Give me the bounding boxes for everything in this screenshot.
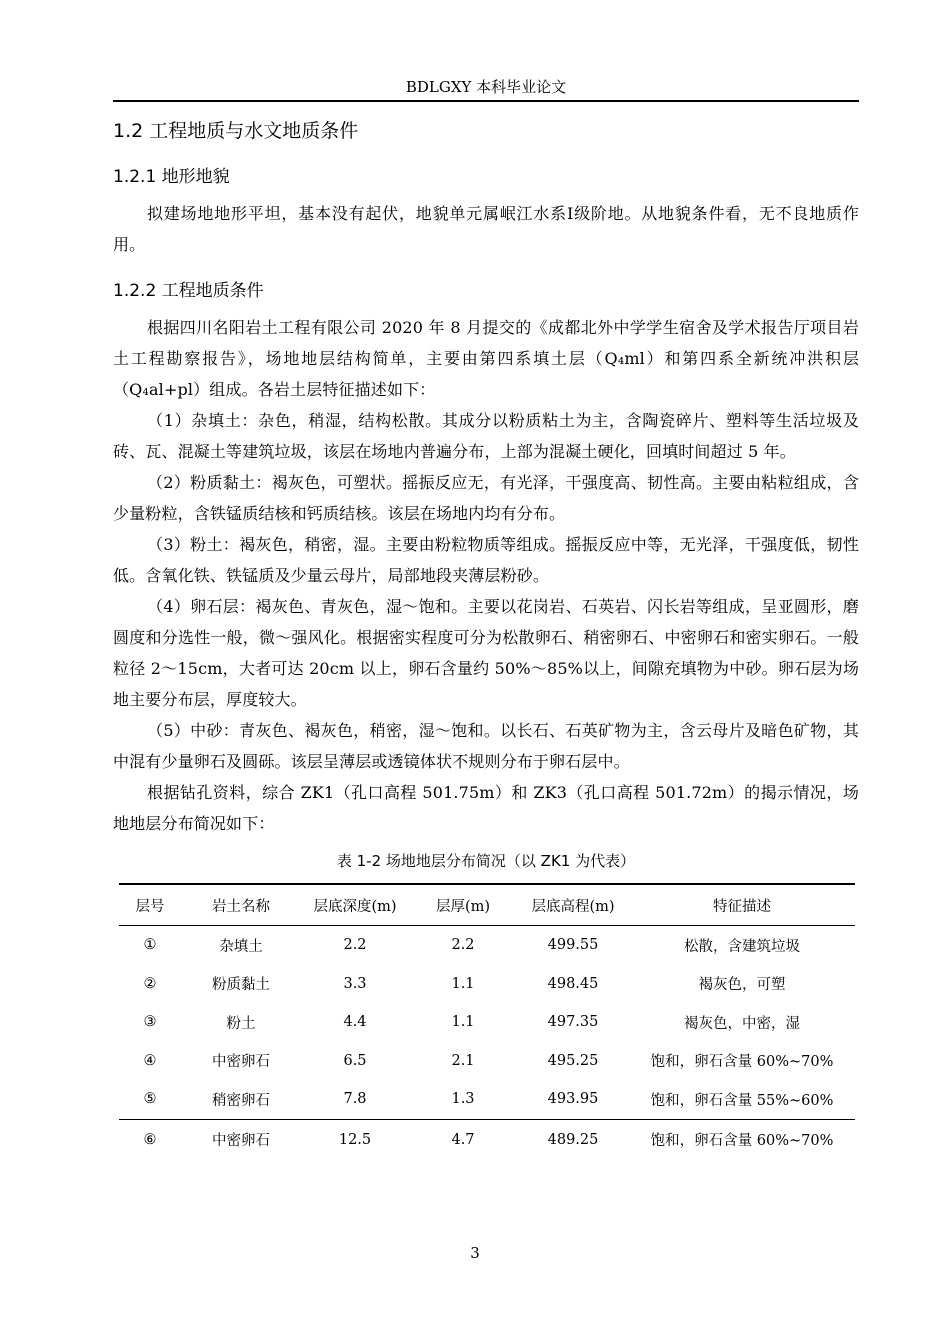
cell-bottom-elevation: 499.55 — [547, 937, 599, 954]
cell-soil-name: 中密卵石 — [212, 1054, 270, 1071]
cell-soil-name: 稍密卵石 — [212, 1092, 270, 1109]
cell-description: 饱和，卵石含量 60%~70% — [650, 1054, 834, 1071]
cell-soil-name: 粉土 — [226, 1015, 256, 1032]
cell-bottom-depth: 6.5 — [343, 1052, 367, 1069]
cell-bottom-depth: 12.5 — [301, 1119, 409, 1160]
table-row — [119, 1042, 855, 1081]
col-header-bottom-depth: 层底深度(m) — [301, 884, 409, 926]
cell-bottom-elevation: 497.35 — [547, 1014, 599, 1031]
cell-layer-no: ② — [143, 975, 157, 992]
cell-thickness: 1.1 — [451, 975, 475, 992]
col-header-layer-no: 层号 — [119, 884, 181, 926]
cell-thickness: 2.2 — [451, 937, 475, 954]
col-header-soil-name: 岩土名称 — [181, 884, 301, 926]
cell-thickness: 1.1 — [451, 1014, 475, 1031]
cell-description: 褐灰色，中密，湿 — [684, 1015, 800, 1032]
cell-description: 饱和，卵石含量 55%~60% — [650, 1092, 834, 1109]
running-header: BDLGXY 本科毕业论文 — [405, 78, 567, 96]
col-header-thickness: 层厚(m) — [409, 884, 517, 926]
paragraph-layer-3: （3）粉土：褐灰色，稍密，湿。主要由粉粒物质等组成。摇振反应中等，无光泽，干强度低，韧性低。含氧化铁、铁锰质及少量云母片，局部地段夹薄层粉砂。 — [113, 535, 859, 585]
col-header-description: 特征描述 — [629, 884, 855, 926]
paragraph-geology-intro: 根据四川名阳岩土工程有限公司 2020 年 8 月提交的《成都北外中学学生宿舍及学术报告厅项目岩土工程勘察报告》，场地地层结构简单，主要由第四系填土层（Q₄ml）和第四系全新统冲洪积层（Q₄al+pl）组成。各岩土层特征描述如下： — [113, 318, 859, 399]
cell-bottom-elevation: 495.25 — [547, 1052, 599, 1069]
table-row — [119, 1119, 855, 1160]
table-row — [119, 965, 855, 1004]
cell-bottom-depth: 7.8 — [343, 1091, 367, 1108]
cell-layer-no: ① — [143, 937, 157, 954]
paragraph-layer-1: （1）杂填土：杂色，稍湿，结构松散。其成分以粉质粘土为主，含陶瓷碎片、塑料等生活垃圾及砖、瓦、混凝土等建筑垃圾，该层在场地内普遍分布，上部为混凝土硬化，回填时间超过 5 年。 — [113, 411, 859, 461]
paragraph-borehole-summary: 根据钻孔资料，综合 ZK1（孔口高程 501.75m）和 ZK3（孔口高程 501.72m）的揭示情况，场地地层分布简况如下： — [113, 783, 859, 833]
table-row — [119, 1003, 855, 1042]
cell-thickness: 2.1 — [451, 1052, 475, 1069]
cell-thickness: 1.3 — [451, 1091, 475, 1108]
table-caption: 表 1-2 场地地层分布简况（以 ZK1 为代表） — [336, 852, 636, 870]
cell-bottom-elevation: 493.95 — [547, 1091, 599, 1108]
cell-layer-no: ④ — [143, 1052, 157, 1069]
table-header-row — [119, 884, 855, 926]
cell-layer-no: ⑥ — [119, 1119, 181, 1160]
subsection-title-topography: 1.2.1 地形地貌 — [113, 167, 230, 187]
strata-table — [119, 883, 855, 1160]
table-row — [119, 926, 855, 965]
cell-bottom-depth: 4.4 — [343, 1014, 367, 1031]
paragraph-topography: 拟建场地地形平坦，基本没有起伏，地貌单元属岷江水系Ⅰ级阶地。从地貌条件看，无不良地质作用。 — [113, 204, 859, 254]
paragraph-layer-4: （4）卵石层：褐灰色、青灰色，湿～饱和。主要以花岗岩、石英岩、闪长岩等组成，呈亚圆形，磨圆度和分选性一般，微～强风化。根据密实程度可分为松散卵石、稍密卵石、中密卵石和密实卵石。一般粒径 2～15cm，大者可达 20cm 以上，卵石含量约 50%～85%以上，间隙充填物为中砂。卵石层为场地主要分布层，厚度较大。 — [113, 597, 859, 709]
cell-soil-name: 粉质黏土 — [212, 977, 270, 994]
cell-layer-no: ⑤ — [143, 1091, 157, 1108]
paragraph-layer-2: （2）粉质黏土：褐灰色，可塑状。摇振反应无，有光泽，干强度高、韧性高。主要由粘粒组成，含少量粉粒，含铁锰质结核和钙质结核。该层在场地内均有分布。 — [113, 473, 859, 523]
cell-description: 松散，含建筑垃圾 — [684, 938, 800, 955]
header-rule — [113, 100, 859, 102]
cell-bottom-depth: 2.2 — [343, 937, 367, 954]
cell-layer-no: ③ — [143, 1014, 157, 1031]
cell-description: 褐灰色，可塑 — [698, 977, 786, 994]
table-row — [119, 1080, 855, 1119]
col-header-bottom-elevation: 层底高程(m) — [517, 884, 629, 926]
cell-description: 饱和，卵石含量 60%~70% — [629, 1119, 855, 1160]
subsection-title-geology: 1.2.2 工程地质条件 — [113, 281, 264, 301]
cell-bottom-depth: 3.3 — [343, 975, 367, 992]
cell-bottom-elevation: 498.45 — [547, 975, 599, 992]
cell-bottom-elevation: 489.25 — [517, 1119, 629, 1160]
section-title: 1.2 工程地质与水文地质条件 — [113, 120, 359, 142]
page-number: 3 — [470, 1244, 480, 1262]
cell-thickness: 4.7 — [409, 1119, 517, 1160]
paragraph-layer-5: （5）中砂：青灰色、褐灰色，稍密，湿～饱和。以长石、石英矿物为主，含云母片及暗色矿物，其中混有少量卵石及圆砾。该层呈薄层或透镜体状不规则分布于卵石层中。 — [113, 721, 859, 771]
cell-soil-name: 杂填土 — [219, 938, 263, 955]
cell-soil-name: 中密卵石 — [181, 1119, 301, 1160]
page-body — [113, 116, 859, 1160]
